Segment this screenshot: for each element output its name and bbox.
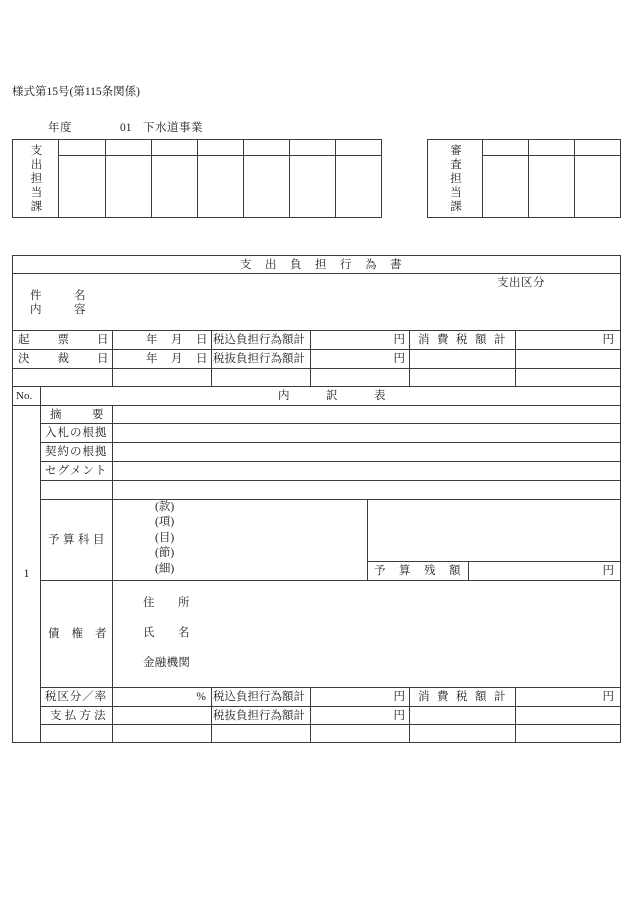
yen-unit: 円	[393, 691, 405, 703]
item-tax-excluded-total-amount-cell	[310, 706, 410, 725]
payment-method-value-cell	[112, 706, 212, 725]
expenditure-seal-cell	[197, 155, 244, 218]
tax-included-total-label-cell	[211, 330, 311, 350]
expenditure-seal-cell	[289, 155, 336, 218]
expenditure-seal-header-cell	[197, 139, 244, 156]
expenditure-seal-header-cell	[289, 139, 336, 156]
empty-cell	[40, 480, 113, 500]
budget-level-kan: (款)	[155, 501, 175, 513]
consumption-tax-total-label-cell	[409, 330, 516, 350]
audit-seal-header-cell	[528, 139, 575, 156]
yen-unit: 円	[602, 334, 614, 346]
summary-value-cell	[112, 405, 621, 424]
form-number: 様式第15号(第115条関係)	[12, 86, 140, 98]
expenditure-seal-header-cell	[151, 139, 198, 156]
audit-section-label: 審査担当課	[449, 143, 461, 214]
expenditure-seal-cell	[105, 155, 152, 218]
subject-label: 件名	[30, 290, 118, 302]
item-tax-excluded-total-label: 税抜負担行為額計	[213, 709, 305, 722]
creditor-label-cell	[40, 580, 119, 688]
budget-item-label-cell	[40, 499, 113, 581]
empty-cell	[409, 706, 516, 725]
item-tax-included-total-label-cell	[211, 687, 311, 707]
tax-excluded-total-amount-cell	[310, 349, 410, 369]
fiscal-year-label: 年度	[48, 122, 72, 134]
empty-cell	[211, 724, 311, 743]
audit-section-label-cell	[427, 139, 483, 218]
draft-date-cell	[112, 330, 221, 350]
item-consumption-tax-total-label-cell	[409, 687, 516, 707]
content-label: 内容	[30, 304, 118, 316]
empty-cell	[211, 368, 311, 387]
yen-unit: 円	[393, 709, 405, 722]
business-code: 01	[120, 122, 132, 134]
breakdown-title: 内訳表	[278, 390, 422, 402]
empty-cell	[409, 368, 516, 387]
subject-content-area	[12, 273, 621, 331]
document-title: 支出負担行為書	[240, 258, 415, 271]
segment-label-cell	[40, 461, 113, 481]
expenditure-section-label: 支出担当課	[29, 143, 42, 214]
expenditure-seal-cell	[243, 155, 290, 218]
approval-date-format: 年月日	[146, 353, 221, 365]
expenditure-seal-header-cell	[335, 139, 382, 156]
item-tax-excluded-total-label-cell	[211, 706, 311, 725]
empty-cell	[409, 724, 516, 743]
item-consumption-tax-total-amount-cell	[515, 687, 621, 707]
breakdown-item-number-cell	[12, 405, 41, 743]
bank-label: 金融機関	[143, 657, 191, 669]
expenditure-seal-cell	[151, 155, 198, 218]
audit-seal-cell	[482, 155, 529, 218]
budget-balance-label: 予算残額	[374, 565, 474, 577]
approval-date-label: 決裁日	[18, 353, 137, 365]
budget-detail-cell	[367, 499, 621, 562]
expenditure-seal-header-cell	[105, 139, 152, 156]
summary-label: 摘要	[50, 408, 134, 421]
yen-unit: 円	[393, 334, 405, 346]
empty-cell	[310, 724, 410, 743]
segment-value-cell	[112, 461, 621, 481]
percent-unit: %	[196, 691, 206, 703]
draft-date-label-cell	[12, 330, 137, 350]
budget-balance-amount-cell	[468, 561, 621, 581]
contract-basis-label: 契約の根拠	[45, 446, 108, 458]
consumption-tax-total-label: 消費税額計	[418, 334, 513, 346]
business-name: 下水道事業	[143, 122, 203, 134]
address-label: 住所	[143, 597, 213, 609]
budget-item-label: 予算科目	[48, 534, 108, 546]
budget-balance-label-cell	[367, 561, 474, 581]
item-tax-included-total-amount-cell	[310, 687, 410, 707]
audit-seal-header-cell	[482, 139, 529, 156]
empty-cell	[515, 706, 621, 725]
contract-basis-label-cell	[40, 442, 113, 462]
tax-rate-cell	[112, 687, 212, 707]
yen-unit: 円	[602, 565, 614, 577]
empty-cell	[12, 368, 113, 387]
tax-category-rate-label-cell	[40, 687, 113, 707]
breakdown-number-header-cell	[12, 386, 41, 406]
payment-method-label: 支払方法	[50, 709, 109, 722]
contract-basis-value-cell	[112, 442, 621, 462]
document-title-row	[12, 255, 621, 274]
budget-level-kou: (項)	[155, 516, 175, 528]
consumption-tax-total-amount-cell	[515, 330, 621, 350]
bid-basis-label-cell	[40, 423, 113, 443]
budget-level-sai: (細)	[155, 563, 175, 575]
empty-cell	[409, 349, 516, 369]
empty-cell	[515, 724, 621, 743]
budget-levels-cell	[112, 499, 368, 581]
expenditure-seal-header-cell	[58, 139, 106, 156]
empty-cell	[40, 724, 113, 743]
empty-cell	[515, 349, 621, 369]
empty-cell	[515, 368, 621, 387]
expenditure-section-label-cell	[12, 139, 59, 218]
empty-cell	[112, 368, 212, 387]
empty-cell	[112, 724, 212, 743]
tax-category-rate-label: 税区分／率	[45, 691, 107, 703]
tax-included-total-amount-cell	[310, 330, 410, 350]
item-consumption-tax-total-label: 消費税額計	[418, 691, 513, 703]
draft-date-label: 起票日	[18, 334, 137, 346]
segment-label: セグメント	[45, 465, 108, 477]
audit-seal-cell	[574, 155, 621, 218]
budget-level-setsu: (節)	[155, 547, 175, 559]
empty-cell	[112, 480, 621, 500]
name-label: 氏名	[143, 627, 213, 639]
yen-unit: 円	[393, 353, 405, 365]
creditor-label: 債権者	[48, 628, 119, 640]
item-tax-included-total-label: 税込負担行為額計	[213, 691, 305, 703]
budget-level-moku: (目)	[155, 532, 175, 544]
payment-method-label-cell	[40, 706, 113, 725]
empty-cell	[310, 368, 410, 387]
expenditure-seal-cell	[58, 155, 106, 218]
tax-excluded-total-label-cell	[211, 349, 311, 369]
summary-label-cell	[40, 405, 134, 424]
breakdown-title-cell	[40, 386, 621, 406]
bid-basis-value-cell	[112, 423, 621, 443]
expenditure-seal-cell	[335, 155, 382, 218]
approval-date-label-cell	[12, 349, 137, 369]
tax-excluded-total-label: 税抜負担行為額計	[213, 353, 305, 365]
breakdown-item-number: 1	[23, 568, 30, 580]
expenditure-seal-header-cell	[243, 139, 290, 156]
audit-seal-cell	[528, 155, 575, 218]
draft-date-format: 年月日	[146, 334, 221, 346]
bid-basis-label: 入札の根拠	[45, 427, 108, 439]
expenditure-category-label: 支出区分	[497, 277, 545, 289]
audit-seal-header-cell	[574, 139, 621, 156]
creditor-details-cell	[112, 580, 621, 688]
breakdown-number-header: No.	[16, 390, 33, 402]
approval-date-cell	[112, 349, 221, 369]
yen-unit: 円	[602, 691, 614, 703]
tax-included-total-label: 税込負担行為額計	[213, 334, 305, 346]
